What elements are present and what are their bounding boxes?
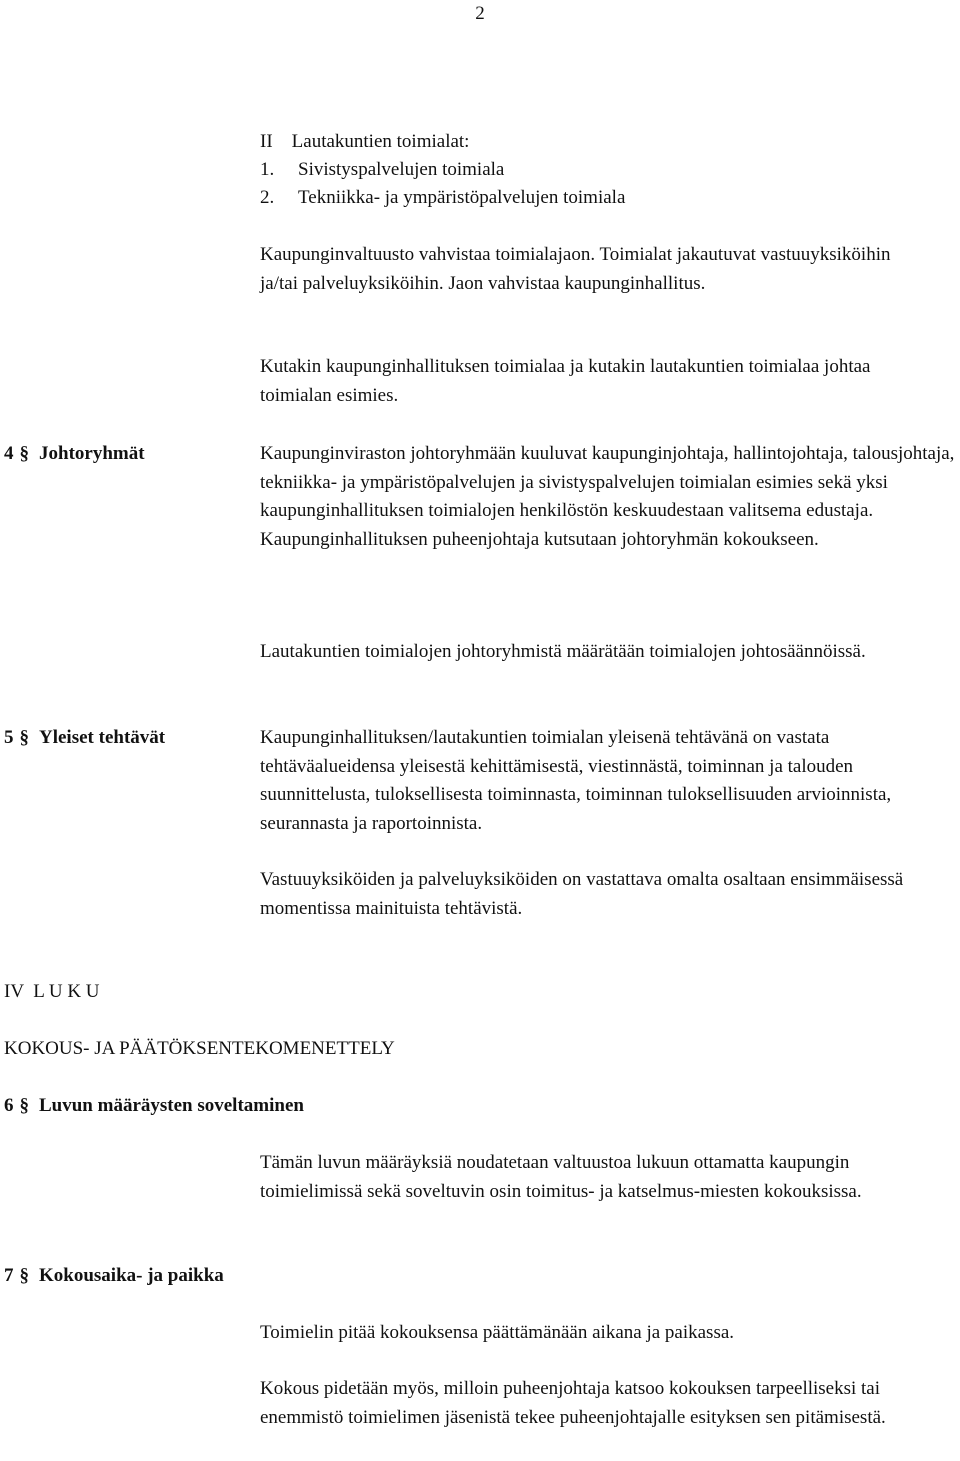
chapter-title: KOKOUS- JA PÄÄTÖKSENTEKOMENETTELY xyxy=(4,1038,395,1059)
part-ii-paragraph-2: Kutakin kaupunginhallituksen toimialaa ja kutakin lautakuntien toimialaa johtaa toimialan esimies. xyxy=(260,356,871,406)
section-sign: § xyxy=(19,727,29,748)
section-title: Luvun määräysten soveltaminen xyxy=(39,1095,304,1116)
section-number: 7 xyxy=(4,1265,14,1286)
list-item xyxy=(260,184,625,213)
section-number: 5 xyxy=(4,727,14,748)
section-title: Kokousaika- ja paikka xyxy=(39,1265,224,1286)
section-6-paragraph-1: Tämän luvun määräyksiä noudatetaan valtuustoa lukuun ottamatta kaupungin toimielimissä sekä soveltuvin osin toimitus- ja katselmus-miesten kokouksissa. xyxy=(260,1152,862,1202)
list-item-number: 2. xyxy=(260,187,275,208)
section-4-heading xyxy=(4,440,145,469)
section-4-paragraph-1: Kaupunginviraston johtoryhmään kuuluvat kaupunginjohtaja, hallintojohtaja, talousjohtaja, tekniikka- ja ympäristöpalvelujen ja sivistyspalvelujen toimialan esimies sekä yksi kaupunginhallituksen toimialojen henkilöstön keskuudestaan valitsema edustaja. Kaupunginhallituksen puheenjohtaja kutsutaan johtoryhmän kokoukseen. xyxy=(260,443,955,550)
list-item-number: 1. xyxy=(260,159,275,180)
part-ii-paragraph-1: Kaupunginvaltuusto vahvistaa toimialajaon. Toimialat jakautuvat vastuuyksiköihin ja/tai palveluyksiköihin. Jaon vahvistaa kaupunginhallitus. xyxy=(260,244,891,294)
section-4-paragraph-2: Lautakuntien toimialojen johtoryhmistä määrätään toimialojen johtosäännöissä. xyxy=(260,641,866,662)
section-number: 4 xyxy=(4,443,14,464)
section-7-paragraph-1: Toimielin pitää kokouksensa päättämänään aikana ja paikassa. xyxy=(260,1322,735,1343)
section-number: 6 xyxy=(4,1095,14,1116)
page-number: 2 xyxy=(475,3,485,24)
section-sign: § xyxy=(19,443,29,464)
section-title: Johtoryhmät xyxy=(39,443,145,464)
section-5-paragraph-2: Vastuuyksiköiden ja palveluyksiköiden on vastattava omalta osaltaan ensimmäisessä momentissa mainituista tehtävistä. xyxy=(260,869,904,919)
part-ii-heading: II Lautakuntien toimialat: xyxy=(260,131,470,152)
list-item-text: Tekniikka- ja ympäristöpalvelujen toimiala xyxy=(298,187,626,208)
section-6-heading xyxy=(4,1092,304,1121)
section-5-heading xyxy=(4,724,165,753)
section-sign: § xyxy=(19,1095,29,1116)
section-5-paragraph-1: Kaupunginhallituksen/lautakuntien toimialan yleisenä tehtävänä on vastata tehtäväalueidensa yleisestä kehittämisestä, viestinnästä, toiminnan ja talouden suunnittelusta, tuloksellisesta toiminnasta, toiminnan tuloksellisuuden arvioinnista, seurannasta ja raportoinnista. xyxy=(260,727,892,834)
list-item-text: Sivistyspalvelujen toimiala xyxy=(298,159,505,180)
list-item xyxy=(260,156,504,185)
section-7-paragraph-2: Kokous pidetään myös, milloin puheenjohtaja katsoo kokouksen tarpeelliseksi tai enemmistö toimielimen jäsenistä tekee puheenjohtajalle esityksen sen pitämisestä. xyxy=(260,1378,886,1428)
section-title: Yleiset tehtävät xyxy=(39,727,166,748)
section-7-heading xyxy=(4,1262,224,1291)
chapter-label: IV L U K U xyxy=(4,981,100,1002)
section-sign: § xyxy=(19,1265,29,1286)
